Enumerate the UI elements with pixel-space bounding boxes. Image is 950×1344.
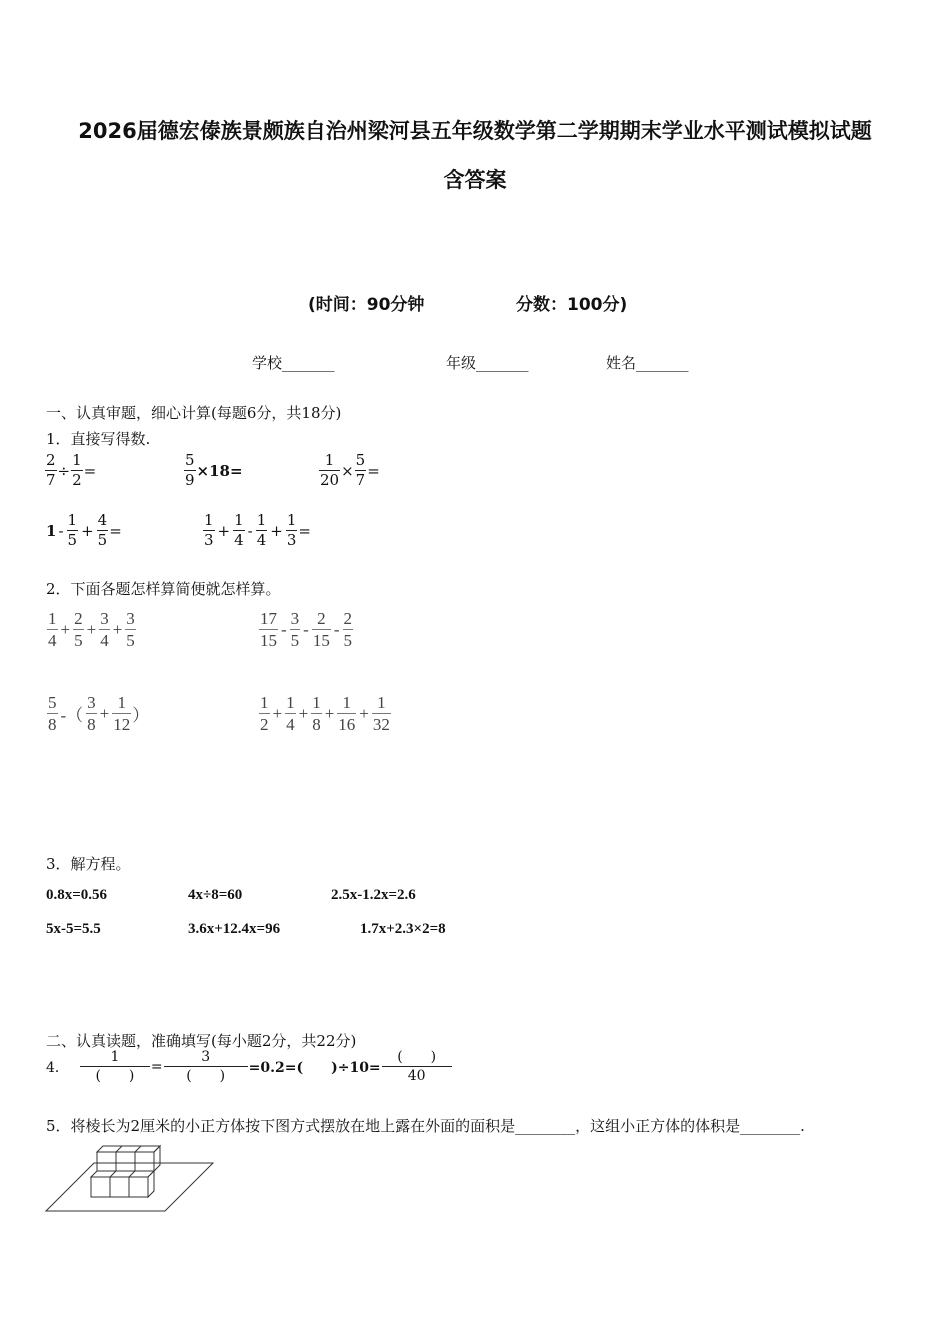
q1-expr-b: $\frac{5}{9}$ ×18= [185,451,243,489]
q2-expr-a: $\frac{1}{4}$ + $\frac{2}{5}$ + $\frac{3}{4}$ + $\frac{3}{5}$ [48,609,135,650]
grade-field: 年级_______ [446,354,529,372]
q1-expr-a: $\frac{2}{7}$ ÷ $\frac{1}{2}$ = [46,451,97,489]
front-cubes [91,1171,154,1197]
time-label: (时间：90分钟 [308,295,425,315]
equation-2: 4x÷8=60 [188,887,243,903]
q2-expr-c: $\frac{5}{8}$ -（ $\frac{3}{8}$ + $\frac{1}{12}$ ） [48,693,150,734]
name-field: 姓名_______ [606,354,689,372]
q1-expr-e: $\frac{1}{3}$ + $\frac{1}{4}$ - $\frac{1}{4}$ + $\frac{1}{3}$ = [204,511,311,549]
equation-5: 3.6x+12.4x=96 [188,921,281,937]
q1-expr-c: $\frac{1}{20}$ × $\frac{5}{7}$ = [320,451,380,489]
question-4: 4． $\frac{1}{( )}$ = $\frac{3}{( )}$ =0.2=( )÷10= $\frac{( )}{40}$ [46,1050,453,1083]
question-5: 5．将棱长为2厘米的小正方体按下图方式摆放在地上露在外面的面积是________，这组小正方体的体积是________. [46,1117,805,1135]
equation-3: 2.5x-1.2x=2.6 [331,887,416,903]
question-2-label: 2．下面各题怎样算简便就怎样算。 [46,580,281,598]
score-label: 分数：100分) [516,295,628,315]
equation-4: 5x-5=5.5 [46,921,101,937]
cube-arrangement-figure [44,1140,216,1216]
q2-expr-b: $\frac{17}{15}$ - $\frac{3}{5}$ - $\frac{2}{15}$ - $\frac{2}{5}$ [260,609,353,650]
doc-title-line2: 含答案 [443,168,507,192]
question-1-label: 1．直接写得数. [46,430,151,448]
equation-1: 0.8x=0.56 [46,887,108,903]
school-field: 学校_______ [252,354,335,372]
section2-heading: 二、认真读题，准确填写(每小题2分，共22分) [46,1032,357,1050]
doc-title-line1: 2026届德宏傣族景颇族自治州梁河县五年级数学第二学期期末学业水平测试模拟试题 [78,119,872,143]
question-3-label: 3．解方程。 [46,855,131,873]
back-cubes [97,1146,160,1171]
q1-expr-d: 1 - $\frac{1}{5}$ + $\frac{4}{5}$ = [46,511,122,549]
equation-6: 1.7x+2.3×2=8 [360,921,446,937]
q2-expr-d: $\frac{1}{2}$ + $\frac{1}{4}$ + $\frac{1}{8}$ + $\frac{1}{16}$ + $\frac{1}{32}$ [260,693,390,734]
section1-heading: 一、认真审题，细心计算(每题6分，共18分) [46,404,342,422]
